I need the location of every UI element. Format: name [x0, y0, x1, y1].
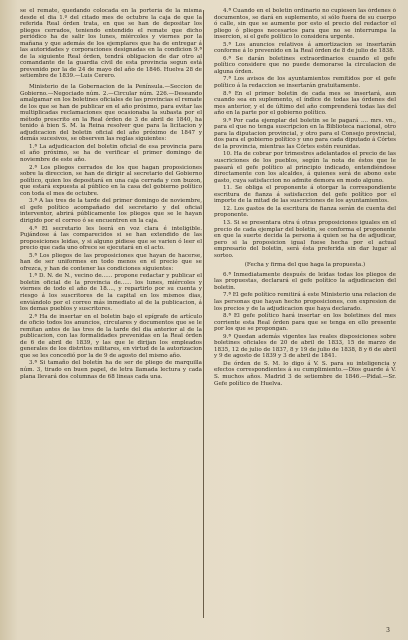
paragraph: 1.ª D. N. de N., vecino de...... propone redactar y publicar el boletin oficial de la provincia de...... los lunes, miércoles y viernes de todo el año de 18...., y repartirlo por su cuenta y riesgo á los suscritores de la capital en los mismos dias, enviándolo por el correo más inmediato al de la publicacion, á los demas pueblos y suscritores. [20, 273, 202, 313]
paragraph: 2.ª Ha de insertar en el boletin bajo el epígrafe de artículo de oficio todos los anuncios, circulares y documentos que se le remitan antes de las tres de la tarde del dia anterior al de la publicacion, con las formalidades prevenidas en la Real órden de 6 de abril de 1839, y las que le dirijan los empleados generales de los distritos militares, en virtud de la autorizacion que se les concedió por la de 9 de agosto del mismo año. [20, 313, 202, 359]
paragraph: 5.ª Los pliegos de las proposiciones que hayan de hacerse, han de ser uniformes en todo menos en el precio que se ofrezca, y han de contener las condiciones siguientes: [20, 252, 202, 272]
paragraph: 4.ª El secretario les leerá en voz clara é inteligible. Pujándose á las comparecidos si se han extendido de las proposiciones leidas, y si alguno pidiese que se varien ó leer el precio que cada uno ofrece se ejecutará en el acto. [20, 225, 202, 252]
paragraph: 4.ª Cuando en el boletin ordinario no cupiesen las órdenes ó documentos, se dará en suplemento, si sólo fuera de su cuerpo ó calle, sin que se aumente por esto el precio del redactor el pliego ó pliegos necesarios para que no se interrumpa la insercion, si el gefe político lo considera urgente. [214, 8, 396, 41]
paragraph: Ministerio de la Gobernacion de la Península.—Seccion de Gobierno.—Negociado núm. 2.—Circular núm. 226.—Deseando amalgamar en los boletines oficiales de las provincias el remate de los que se han de publicar en el año próximo, para evitar las multiplicadas reclamaciones que ocasionaba la subasta por el método prescrito en la Real órden de 3 de abril de 1840, ha tenido á bien S. M. la Reina resolver que para la licitacion y adjudicacion del boletin oficial del año próximo de 1847 y demás sucesivos, se observen las reglas siguientes: [20, 84, 202, 143]
closing-note: (Fecha y firma del que haga la propuesta.) [244, 262, 366, 269]
paragraph: 3.ª Si tamaño del boletín ha de ser de pliego de marquilla núm. 3, tirado en buen papel, de letra llamada lectura y cada plana llevará dos columnas de 68 lineas cada una. [20, 360, 202, 380]
paragraph: 8.ª En el primer boletin de cada mes se insertará, aun cuando sea en suplemento, el índice de todas las órdenes del mes anterior, y el de último del año comprenderá todas las del año en la parte por el gobierno político. [214, 90, 396, 117]
paragraph: 7.ª El gefe político remitirá á este Ministerio una relacion de las personas que hayan hecho proposiciones, con expresion de los precios y de la adjudicacion que haya declarado. [214, 292, 396, 312]
left-column [20, 8, 202, 630]
paragraph: 3.ª A las tres de la tarde del primer domingo de noviembre, el gefe político acompañado del secretario y del oficial interventor, abrirá públicamente los pliegos que se le hayan dirigido por el correo ó se encuentren en la caja. [20, 198, 202, 224]
paragraph: 1.ª La adjudicacion del boletin oficial de esa provincia para el año próximo, se ha de verificar el primer domingo de noviembre de este año. [20, 143, 202, 164]
paragraph: 5.ª Los anuncios relativos á amortizacion se insertarán conforme á lo prevenido en la Real órden de 8 de julio de 1838. [214, 41, 396, 55]
column-divider [203, 10, 204, 618]
paragraph: 12. Los gastos de la escritura de fianza serán de cuenta del proponente. [214, 205, 396, 219]
paragraph: 10. Ha de cobrar por trimestres adelantados el precio de las suscriciones de los pueblos, según la nota de éstos que le pasará el gefe político al principio indicado, entendiéndose directamente con los alcaldes, á quienes será de abono este gasto, cuya satisfaccion no admite demora en modo alguno. [214, 151, 396, 184]
right-column [214, 8, 396, 630]
paragraph: 9.ª Quedan además vigentes las reales disposiciones sobre boletines oficiales de 20 de abril de 1833, 15 de marzo de 1835, 12 de julio de 1837, 8 y 19 de julio de 1838, 8 y 6 de abril y 9 de agosto de 1839 y 3 de abril de 1841. [214, 333, 396, 360]
paragraph: 9.ª Por cada ejemplar del boletin se le pagará .... mrs. vn., para el que no tenga suscripcion en la Biblioteca nacional, otro para la diputacion provincial, y otro para el Consejo provincial, dos para el gobierno político y uno para cada diputado á Córtes de la provincia, mientras las Córtes estén reunidas. [214, 117, 396, 150]
paragraph: 11. Se obliga el proponente á otorgar la correspondiente escritura de fianza á satisfaccion del gefe político por el importe de la mitad de las suscriciones de los ayuntamientos. [214, 185, 396, 205]
page-number: 3 [386, 627, 390, 634]
paragraph: 6.ª Se darán boletines extraordinarios cuando el gefe político considere que no puede demorarse la circulacion de alguna órden. [214, 55, 396, 75]
paragraph: 13. Si se presentara otra ú otras proposiciones iguales en el precio de cada ejemplar del boletin, se conforma el proponente en que la suerte decida la persona á quien se ha de adjudicar, pero si la proposicion igual fuese hecha por el actual empresario del boletin, será ésta preferida sin dar lugar al sorteo. [214, 219, 396, 259]
paragraph: 7.ª Los avisos de los ayuntamientos remitidos por el gefe político á la redaccion se insertarán gratuitamente. [214, 76, 396, 90]
paragraph: De órden de S. M. lo digo á V. S. para su inteligencia y efectos correspondientes á su cumplimiento.—Dios guarde á V. S. muchos años. Madrid 3 de setiembre de 1846.—Pidal.—Sr. Gefe político de Huelva. [214, 360, 396, 387]
paragraph: se el remate, quedando colocada en la portería de la misma desde el dia 1.º del citado mes de octubre la caja de que la referida Real órden trata, en que se han de depositar los pliegos cerrados, teniendo entendido el remate que dicho periódico ha de salir los lunes, miércoles y viernes por la mañana y que además de los ejemplares que ha de entregar á las autoridades y corporaciones designadas en la condicion 9.ª de la siguiente Real órden, tendrá obligacion de dar otro al comandante de la guardia civil de esta provincia segun está prevenido por la de 24 de mayo del año de 1846. Huelva 28 de setiembre de 1839.—Luis Cerero. [20, 8, 202, 80]
paragraph: 6.ª Inmediatamente después de leidas todas los pliegos de las propuestas, declarará el gefe político la adjudicacion del boletin. [214, 271, 396, 291]
paragraph: 2.ª Los pliegos cerrados de los que hagan proposiciones sobre la direccion, se han de dirigir al secretario del Gobierno político, quien los depositará en una caja cerrada y con buzon, que estará expuesta al público en la casa del gobierno político con toda el mes de octubre. [20, 164, 202, 197]
paragraph: 8.ª El gefe político hará insertar en los boletines del mes corriente esta Real órden para que se tenga en ello presente por los que se propongan. [214, 313, 396, 333]
